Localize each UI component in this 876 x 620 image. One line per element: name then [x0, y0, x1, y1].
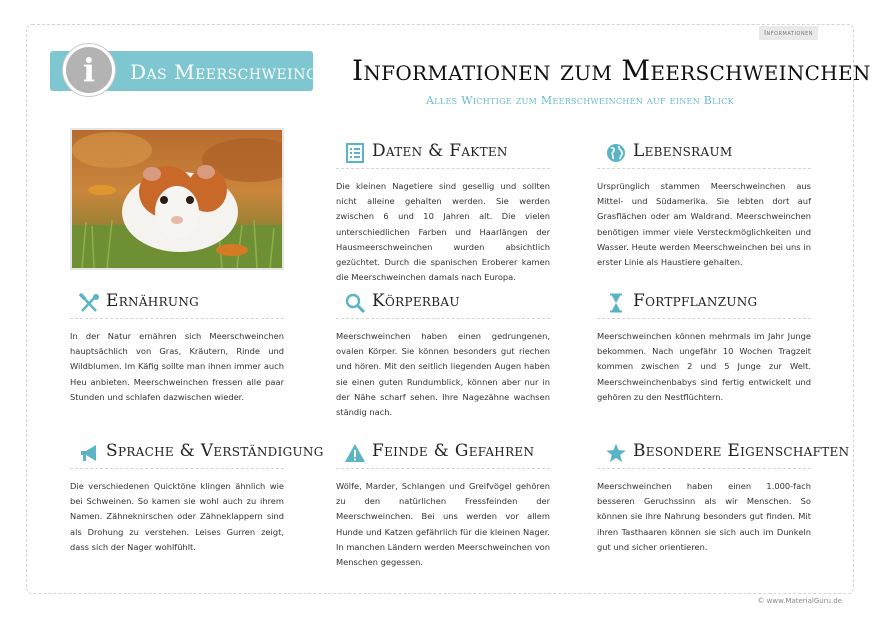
section-text: In der Natur ernähren sich Meerschweinchen hauptsächlich von Gras, Kräutern, Rinde und Wildblumen. Im Käfig sollte man ihnen immer auch Heu anbieten. Meerschweinchen fressen alle paar Stunden und schlafen dazwischen wieder. — [70, 331, 284, 402]
section-header — [597, 138, 811, 169]
copyright-footer: © www.MaterialGuru.de — [757, 597, 842, 605]
star-icon — [605, 442, 627, 464]
globe-icon — [605, 142, 627, 164]
section-ernaehrung — [70, 288, 284, 405]
section-header — [336, 138, 550, 169]
banner-label: Das Meerschweinchen — [130, 60, 354, 84]
section-title: Feinde & Gefahren — [372, 441, 535, 461]
section-lebensraum — [597, 138, 811, 270]
info-letter: i — [82, 51, 96, 89]
section-text: Meerschweinchen können mehrmals im Jahr Junge bekommen. Nach ungefähr 10 Wochen Tragzeit kommen zwischen 2 und 5 Junge zur Welt. Meerschweinchenbabys sind fertig entwickelt und gehören zu den Nestflüchtern. — [597, 331, 811, 402]
section-text: Meerschweinchen haben einen 1.000-fach besseren Geruchssinn als wir Menschen. So können sie ihre Nahrung besonders gut finden. Mit ihren Tasthaaren können sie sich auch im Dunkeln gut und sicher orientieren. — [597, 481, 811, 552]
cutlery-icon — [78, 292, 100, 314]
category-tag: Informationen — [759, 26, 818, 40]
warning-icon — [344, 442, 366, 464]
section-daten-fakten — [336, 138, 550, 285]
section-text: Meerschweinchen haben einen gedrungenen, ovalen Körper. Sie können besonders gut riechen und hören. Mit den seitlich liegenden Augen haben sie einen guten Rundumblick, können aber nur in der Nähe scharf sehen. Ihre Nagezähne wachsen ständig nach. — [336, 331, 550, 418]
info-icon — [63, 44, 115, 96]
section-sprache — [70, 438, 324, 555]
section-header — [70, 288, 284, 319]
section-feinde — [336, 438, 550, 570]
megaphone-icon — [78, 442, 100, 464]
section-header — [70, 438, 324, 469]
section-text: Ursprünglich stammen Meerschweinchen aus Mittel- und Südamerika. Sie lebten dort auf Grasflächen oder am Waldrand. Meerschweinchen benötigen immer viele Versteckmöglichkeiten und Wasser. Heute werden Meerschweinchen bei uns in erster Linie als Haustiere gehalten. — [597, 181, 811, 268]
section-header — [336, 438, 550, 469]
section-koerperbau — [336, 288, 550, 420]
list-icon — [344, 142, 366, 164]
section-text: Die kleinen Nagetiere sind gesellig und sollten nicht alleine gehalten werden. Sie werden zwischen 6 und 10 Jahren alt. Die vielen unterschiedlichen Farben und Haarlängen der Hausmeerschweinchen wurden absichtlich gezüchtet. Durch die spanischen Eroberer kamen die Meerschweinchen damals nach Europa. — [336, 181, 550, 283]
section-header — [597, 288, 811, 319]
section-title: Körperbau — [372, 291, 460, 311]
section-title: Besondere Eigenschaften — [633, 441, 850, 461]
section-title: Lebensraum — [633, 141, 733, 161]
guinea-pig-photo — [70, 128, 284, 270]
magnifier-icon — [344, 292, 366, 314]
section-header — [597, 438, 850, 469]
section-text: Die verschiedenen Quicktöne klingen ähnlich wie bei Schweinen. So kamen sie wohl auch zu ihrem Namen. Zähneknirschen oder Zähneklappern sind als Drohung zu verstehen. Leises Gurren zeigt, dass sich der Nager wohlfühlt. — [70, 481, 284, 552]
section-title: Sprache & Verständigung — [106, 441, 324, 461]
section-title: Ernährung — [106, 291, 200, 311]
section-fortpflanzung — [597, 288, 811, 405]
section-text: Wölfe, Marder, Schlangen und Greifvögel gehören zu den natürlichen Fressfeinden der Meerschweinchen. Bei uns werden vor allem Hunde und Katzen gefährlich für die kleinen Nager. In manchen Ländern werden Meerschweinchen von Menschen gegessen. — [336, 481, 550, 568]
page-title: Informationen zum Meerschweinchen — [352, 54, 871, 87]
hourglass-icon — [605, 292, 627, 314]
section-title: Fortpflanzung — [633, 291, 758, 311]
page-subtitle: Alles Wichtige zum Meerschweinchen auf einen Blick — [426, 94, 734, 107]
section-besondere — [597, 438, 850, 555]
section-header — [336, 288, 550, 319]
section-title: Daten & Fakten — [372, 141, 508, 161]
